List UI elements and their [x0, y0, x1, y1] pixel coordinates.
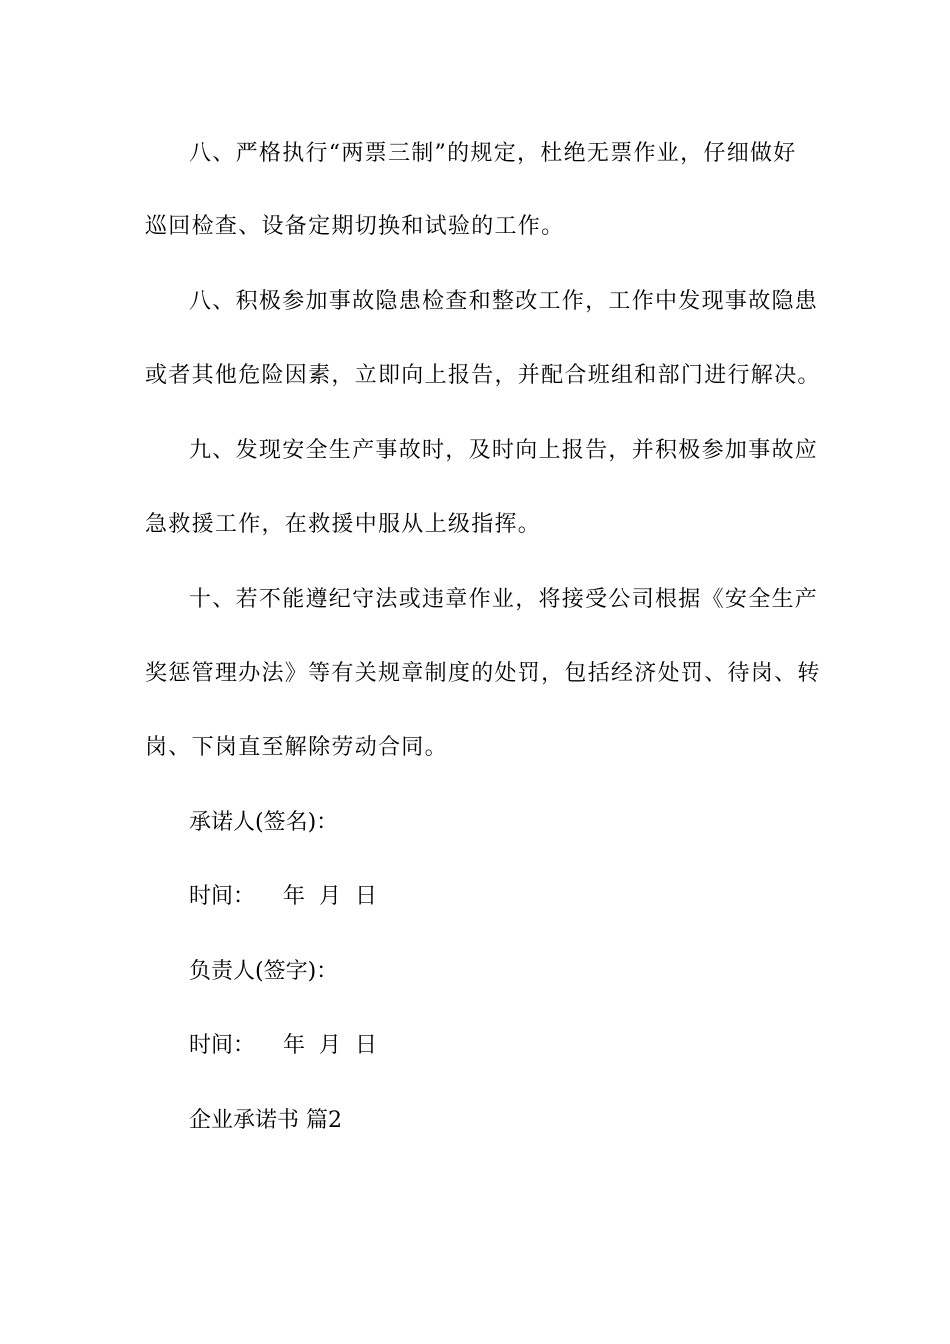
month-label: 月: [319, 884, 342, 909]
paragraph-10-line-1: 十、若不能遵纪守法或违章作业，将接受公司根据《安全生产: [189, 587, 819, 612]
day-label: 日: [355, 884, 378, 909]
promisor-signature-line: [189, 808, 338, 838]
paragraph-8a-line-1: 八、严格执行“两票三制”的规定，杜绝无票作业，仔细做好: [189, 141, 797, 166]
year-label: 年: [283, 884, 306, 909]
responsible-signature-line: [189, 957, 338, 987]
paragraph-8b-line-2: 或者其他危险因素，立即向上报告，并配合班组和部门进行解决。: [145, 363, 821, 388]
time-label: 时间：: [189, 884, 256, 909]
promisor-label: 承诺人(签名)：: [189, 810, 339, 835]
paragraph-10-line-2: 奖惩管理办法》等有关规章制度的处罚，包括经济处罚、待岗、转: [145, 661, 821, 686]
paragraph-9-line-2: 急救援工作，在救援中服从上级指挥。: [145, 512, 542, 537]
next-section-heading: 企业承诺书 篇2: [189, 1108, 342, 1133]
responsible-date-line: [189, 1031, 377, 1061]
paragraph-8b-line-1: 八、积极参加事故隐患检查和整改工作，工作中发现事故隐患: [189, 289, 819, 314]
year-label: 年: [283, 1033, 306, 1058]
day-label: 日: [355, 1033, 378, 1058]
paragraph-8a-line-2: 巡回检查、设备定期切换和试验的工作。: [145, 214, 565, 239]
paragraph-10-line-3: 岗、下岗直至解除劳动合同。: [145, 735, 448, 760]
responsible-label: 负责人(签字)：: [189, 959, 339, 984]
month-label: 月: [319, 1033, 342, 1058]
promisor-date-line: [189, 882, 377, 912]
paragraph-9-line-1: 九、发现安全生产事故时，及时向上报告，并积极参加事故应: [189, 438, 819, 463]
time-label: 时间：: [189, 1033, 256, 1058]
